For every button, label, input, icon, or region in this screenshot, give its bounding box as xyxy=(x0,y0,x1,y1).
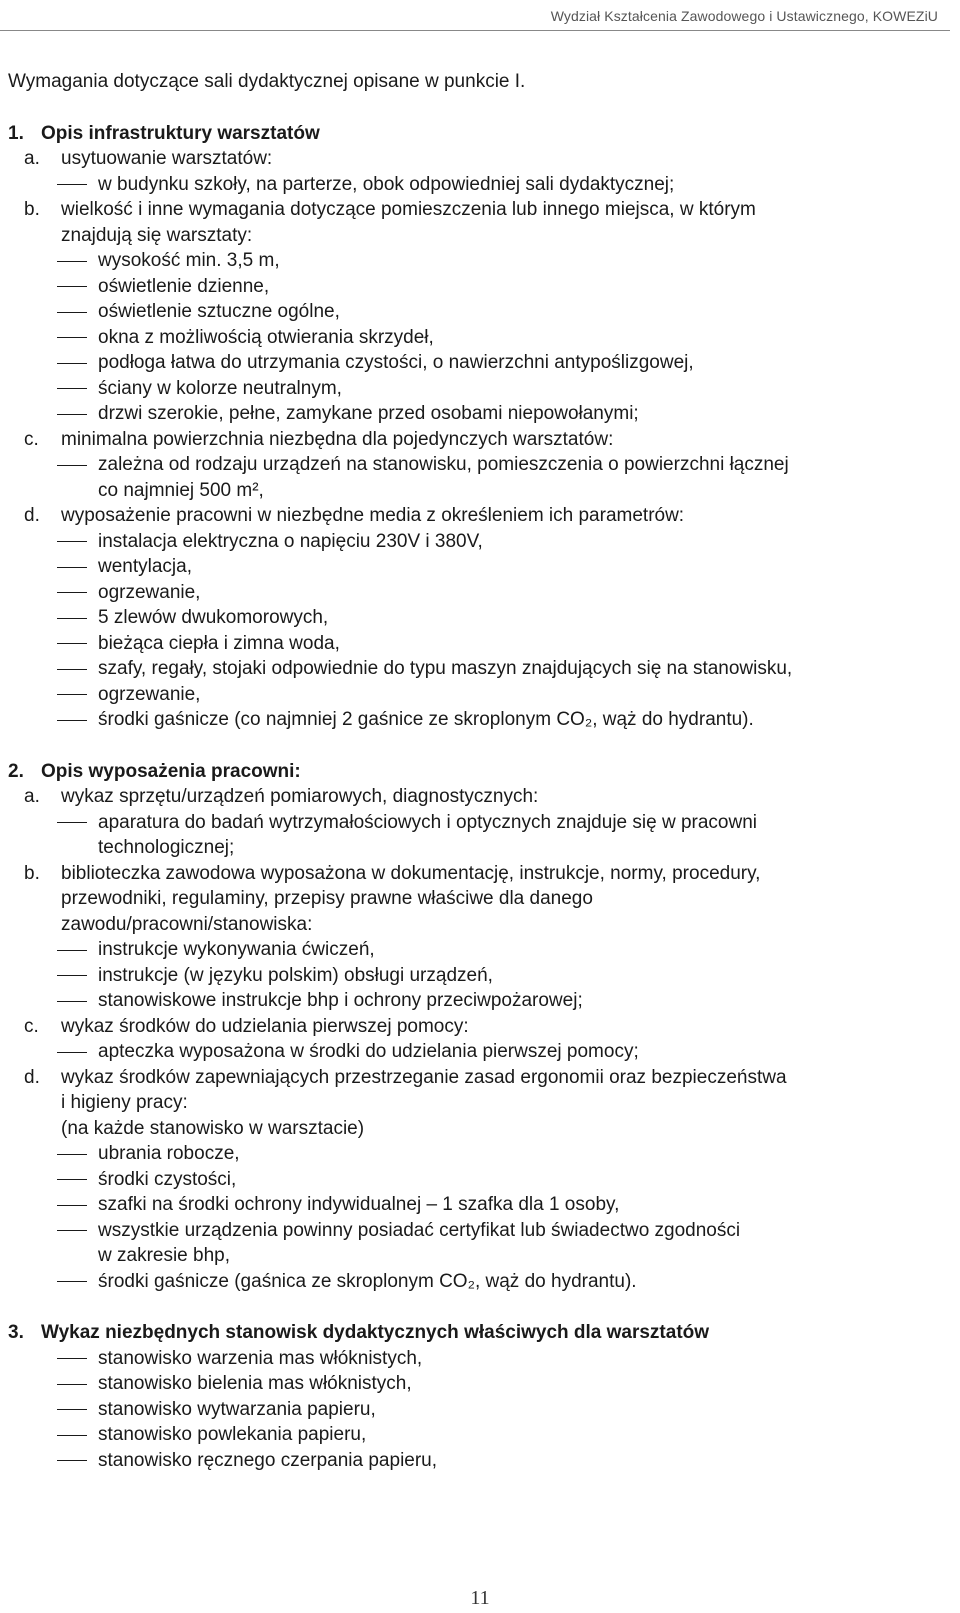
list-item-text: drzwi szerokie, pełne, zamykane przed osobami niepowołanymi; xyxy=(98,403,639,424)
document-body xyxy=(0,69,950,1473)
list-item xyxy=(0,554,950,580)
list-item-text: szafy, regały, stojaki odpowiednie do typu maszyn znajdujących się na stanowisku, xyxy=(98,658,793,679)
section-title: Opis infrastruktury warsztatów xyxy=(41,122,320,144)
section-title: Opis wyposażenia pracowni: xyxy=(41,760,301,782)
list-item-text: stanowisko powlekania papieru, xyxy=(98,1424,367,1445)
dash-bullet-icon xyxy=(57,388,87,389)
list-item-text: stanowisko bielenia mas włóknistych, xyxy=(98,1373,412,1394)
list-item-text: środki gaśnicze (gaśnica ze skroplonym CO₂, wąż do hydrantu). xyxy=(98,1270,637,1292)
list-item-text: oświetlenie sztuczne ogólne, xyxy=(98,301,340,322)
dash-bullet-icon xyxy=(57,184,87,185)
list-item xyxy=(0,274,950,300)
subsection-text: znajdują się warsztaty: xyxy=(61,224,253,246)
section-title: Wykaz niezbędnych stanowisk dydaktycznych właściwych dla warsztatów xyxy=(41,1322,710,1343)
running-header: Wydział Kształcenia Zawodowego i Ustawicznego, KOWEZiU xyxy=(550,8,938,24)
list-item xyxy=(0,707,950,733)
header-rule xyxy=(0,30,950,31)
list-item xyxy=(0,1397,950,1423)
list-item-continuation xyxy=(0,835,950,861)
list-item-text: ubrania robocze, xyxy=(98,1143,240,1164)
list-item-text: oświetlenie dzienne, xyxy=(98,275,270,297)
subsection-letter: c. xyxy=(24,428,39,450)
dash-bullet-icon xyxy=(57,950,87,951)
dash-bullet-icon xyxy=(57,312,87,313)
list-item-text: ogrzewanie, xyxy=(98,581,201,603)
section-heading xyxy=(0,759,950,785)
dash-bullet-icon xyxy=(57,337,87,338)
subsection-letter: d. xyxy=(24,505,40,526)
section-gap xyxy=(0,1294,950,1320)
list-item-text: instrukcje wykonywania ćwiczeń, xyxy=(98,939,375,960)
dash-bullet-icon xyxy=(57,643,87,644)
subsection-heading xyxy=(0,197,950,223)
dash-bullet-icon xyxy=(57,465,87,466)
list-item-continuation xyxy=(0,478,950,504)
list-item xyxy=(0,1039,950,1065)
subsection-text: wykaz środków do udzielania pierwszej pomocy: xyxy=(61,1015,469,1037)
dash-bullet-icon xyxy=(57,1154,87,1155)
subsection-text: wyposażenie pracowni w niezbędne media z określeniem ich parametrów: xyxy=(61,505,685,526)
list-item-text: wszystkie urządzenia powinny posiadać certyfikat lub świadectwo zgodności xyxy=(98,1219,741,1241)
list-item-text: 5 zlewów dwukomorowych, xyxy=(98,607,329,628)
dash-bullet-icon xyxy=(57,541,87,542)
list-item-text: środki czystości, xyxy=(98,1168,237,1190)
subsection-heading xyxy=(0,861,950,887)
dash-bullet-icon xyxy=(57,414,87,415)
list-item-text: stanowisko ręcznego czerpania papieru, xyxy=(98,1449,438,1471)
page-number: 11 xyxy=(470,1587,490,1609)
intro-line xyxy=(0,69,950,95)
subsection-text: minimalna powierzchnia niezbędna dla pojedynczych warsztatów: xyxy=(61,428,614,450)
subsection-continuation xyxy=(0,912,950,938)
list-item-text: w zakresie bhp, xyxy=(98,1245,231,1266)
list-item xyxy=(0,1346,950,1372)
list-item-text: apteczka wyposażona w środki do udzielania pierwszej pomocy; xyxy=(98,1041,639,1062)
subsection-text: (na każde stanowisko w warsztacie) xyxy=(61,1117,365,1139)
subsection-continuation xyxy=(0,1116,950,1142)
list-item-text: wysokość min. 3,5 m, xyxy=(98,250,280,271)
list-item xyxy=(0,810,950,836)
section-heading xyxy=(0,121,950,147)
list-item-text: w budynku szkoły, na parterze, obok odpowiedniej sali dydaktycznej; xyxy=(98,173,675,195)
subsection-letter: b. xyxy=(24,862,40,884)
list-item xyxy=(0,656,950,682)
list-item-text: ściany w kolorze neutralnym, xyxy=(98,377,342,399)
intro-text: Wymagania dotyczące sali dydaktycznej opisane w punkcie I. xyxy=(8,71,526,92)
dash-bullet-icon xyxy=(57,1358,87,1359)
dash-bullet-icon xyxy=(57,1409,87,1410)
section-heading xyxy=(0,1320,950,1346)
dash-bullet-icon xyxy=(57,286,87,287)
list-item-text: aparatura do badań wytrzymałościowych i optycznych znajduje się w pracowni xyxy=(98,811,757,833)
subsection-heading xyxy=(0,146,950,172)
list-item xyxy=(0,325,950,351)
section-gap xyxy=(0,733,950,759)
subsection-text: wielkość i inne wymagania dotyczące pomieszczenia lub innego miejsca, w którym xyxy=(61,199,756,220)
list-item xyxy=(0,937,950,963)
list-item-text: zależna od rodzaju urządzeń na stanowisku, pomieszczenia o powierzchni łącznej xyxy=(98,454,789,475)
list-item xyxy=(0,452,950,478)
subsection-text: zawodu/pracowni/stanowiska: xyxy=(61,913,313,935)
subsection-heading xyxy=(0,503,950,529)
subsection-continuation xyxy=(0,1090,950,1116)
subsection-text: i higieny pracy: xyxy=(61,1092,188,1113)
list-item xyxy=(0,376,950,402)
subsection-letter: b. xyxy=(24,199,40,220)
dash-bullet-icon xyxy=(57,1179,87,1180)
subsection-heading xyxy=(0,1014,950,1040)
list-item-continuation xyxy=(0,1243,950,1269)
subsection-text: wykaz sprzętu/urządzeń pomiarowych, diagnostycznych: xyxy=(61,786,539,807)
list-item-text: co najmniej 500 m², xyxy=(98,479,264,501)
list-item xyxy=(0,682,950,708)
list-item xyxy=(0,172,950,198)
list-item xyxy=(0,1192,950,1218)
subsection-heading xyxy=(0,784,950,810)
list-item-text: stanowisko warzenia mas włóknistych, xyxy=(98,1347,423,1369)
dash-bullet-icon xyxy=(57,669,87,670)
subsection-continuation xyxy=(0,886,950,912)
list-item-text: technologicznej; xyxy=(98,837,235,858)
list-item xyxy=(0,605,950,631)
section-number: 1. xyxy=(8,122,24,144)
dash-bullet-icon xyxy=(57,1205,87,1206)
list-item xyxy=(0,631,950,657)
dash-bullet-icon xyxy=(57,1281,87,1282)
subsection-text: wykaz środków zapewniających przestrzeganie zasad ergonomii oraz bezpieczeństwa xyxy=(61,1066,787,1088)
dash-bullet-icon xyxy=(57,1001,87,1002)
list-item-text: ogrzewanie, xyxy=(98,683,201,705)
list-item xyxy=(0,1167,950,1193)
list-item-text: szafki na środki ochrony indywidualnej – 1 szafka dla 1 osoby, xyxy=(98,1194,620,1215)
subsection-letter: a. xyxy=(24,148,40,169)
subsection-text: biblioteczka zawodowa wyposażona w dokumentację, instrukcje, normy, procedury, xyxy=(61,862,761,884)
list-item xyxy=(0,350,950,376)
dash-bullet-icon xyxy=(57,592,87,593)
dash-bullet-icon xyxy=(57,567,87,568)
list-item xyxy=(0,1448,950,1474)
dash-bullet-icon xyxy=(57,1052,87,1053)
list-item-text: stanowiskowe instrukcje bhp i ochrony przeciwpożarowej; xyxy=(98,990,583,1011)
section-number: 3. xyxy=(8,1322,24,1343)
list-item-text: wentylacja, xyxy=(98,556,192,577)
subsection-heading xyxy=(0,1065,950,1091)
list-item xyxy=(0,1371,950,1397)
subsection-heading xyxy=(0,427,950,453)
list-item xyxy=(0,963,950,989)
subsection-text: przewodniki, regulaminy, przepisy prawne właściwe dla danego xyxy=(61,888,593,909)
list-item xyxy=(0,1218,950,1244)
list-item xyxy=(0,580,950,606)
list-item-text: instrukcje (w języku polskim) obsługi urządzeń, xyxy=(98,964,493,986)
dash-bullet-icon xyxy=(57,694,87,695)
list-item xyxy=(0,248,950,274)
list-item xyxy=(0,1422,950,1448)
subsection-letter: c. xyxy=(24,1015,39,1037)
dash-bullet-icon xyxy=(57,1384,87,1385)
subsection-letter: a. xyxy=(24,786,40,807)
list-item-text: środki gaśnicze (co najmniej 2 gaśnice ze skroplonym CO₂, wąż do hydrantu). xyxy=(98,709,754,730)
list-item xyxy=(0,1141,950,1167)
list-item-text: podłoga łatwa do utrzymania czystości, o nawierzchni antypoślizgowej, xyxy=(98,352,694,373)
subsection-letter: d. xyxy=(24,1066,40,1088)
list-item xyxy=(0,299,950,325)
list-item xyxy=(0,1269,950,1295)
list-item-text: stanowisko wytwarzania papieru, xyxy=(98,1398,376,1420)
dash-bullet-icon xyxy=(57,261,87,262)
dash-bullet-icon xyxy=(57,1435,87,1436)
list-item xyxy=(0,529,950,555)
subsection-continuation xyxy=(0,223,950,249)
list-item xyxy=(0,401,950,427)
list-item-text: okna z możliwością otwierania skrzydeł, xyxy=(98,326,434,348)
section-number: 2. xyxy=(8,760,24,782)
list-item-text: bieżąca ciepła i zimna woda, xyxy=(98,632,340,654)
dash-bullet-icon xyxy=(57,363,87,364)
dash-bullet-icon xyxy=(57,975,87,976)
list-item-text: instalacja elektryczna o napięciu 230V i 380V, xyxy=(98,530,483,552)
dash-bullet-icon xyxy=(57,1230,87,1231)
subsection-text: usytuowanie warsztatów: xyxy=(61,148,273,169)
paragraph-gap xyxy=(0,95,950,121)
list-item xyxy=(0,988,950,1014)
dash-bullet-icon xyxy=(57,720,87,721)
dash-bullet-icon xyxy=(57,618,87,619)
dash-bullet-icon xyxy=(57,822,87,823)
dash-bullet-icon xyxy=(57,1460,87,1461)
